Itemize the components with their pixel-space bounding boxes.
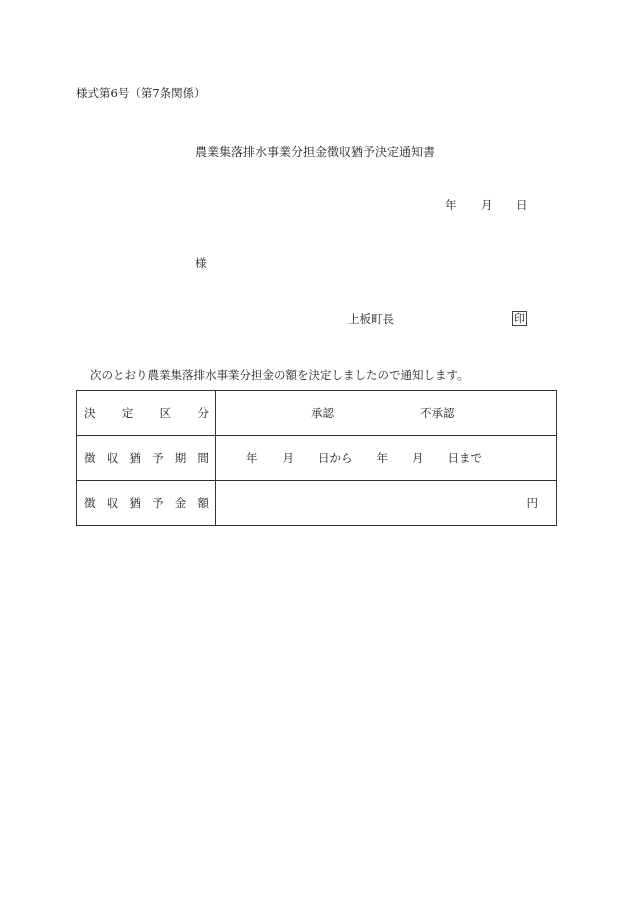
label-char: 定 bbox=[121, 406, 134, 420]
date-day-label: 日 bbox=[516, 198, 528, 212]
document-title: 農業集落排水事業分担金徴収猶予決定通知書 bbox=[195, 145, 436, 159]
seal-mark: 印 bbox=[514, 312, 525, 325]
label-char: 区 bbox=[159, 406, 172, 420]
date-year-label: 年 bbox=[445, 198, 457, 212]
table-row-decision bbox=[77, 391, 557, 436]
period-label-cell bbox=[77, 436, 216, 481]
label-char: 決 bbox=[84, 406, 96, 420]
date-month-label: 月 bbox=[481, 198, 493, 212]
label-char: 徴 bbox=[84, 451, 96, 465]
decision-label bbox=[77, 405, 215, 421]
amount-unit: 円 bbox=[526, 496, 538, 510]
label-char: 予 bbox=[152, 451, 164, 465]
period-label bbox=[77, 450, 215, 466]
decision-table bbox=[76, 390, 557, 526]
label-char: 期 bbox=[174, 451, 187, 465]
period-end-month: 月 bbox=[412, 451, 424, 465]
label-char: 額 bbox=[197, 496, 209, 510]
label-char: 収 bbox=[106, 496, 119, 510]
label-char: 徴 bbox=[84, 496, 96, 510]
table-row-period bbox=[77, 436, 557, 481]
period-start-day: 日から bbox=[318, 451, 353, 465]
decision-options-cell[interactable] bbox=[216, 391, 557, 436]
label-char: 予 bbox=[152, 496, 164, 510]
label-char: 猶 bbox=[129, 451, 141, 465]
label-char: 猶 bbox=[129, 496, 141, 510]
option-disapprove[interactable]: 不承認 bbox=[420, 406, 455, 420]
form-number: 様式第6号（第7条関係） bbox=[76, 86, 206, 100]
amount-value-cell[interactable] bbox=[216, 481, 557, 526]
addressee-honorific: 様 bbox=[195, 256, 207, 270]
period-start-year: 年 bbox=[246, 451, 258, 465]
label-char: 金 bbox=[174, 496, 187, 510]
amount-label-cell bbox=[77, 481, 216, 526]
period-end-day: 日まで bbox=[447, 451, 482, 465]
amount-label bbox=[77, 495, 215, 511]
intro-text: 次のとおり農業集落排水事業分担金の額を決定しましたので通知します。 bbox=[90, 368, 469, 382]
option-approve[interactable]: 承認 bbox=[311, 406, 334, 420]
label-char: 収 bbox=[106, 451, 119, 465]
table-row-amount bbox=[77, 481, 557, 526]
decision-label-cell bbox=[77, 391, 216, 436]
label-char: 分 bbox=[197, 406, 209, 420]
issuer-name: 上板町長 bbox=[348, 312, 394, 326]
period-end-year: 年 bbox=[376, 451, 388, 465]
label-char: 間 bbox=[197, 451, 209, 465]
period-value-cell[interactable] bbox=[216, 436, 557, 481]
period-start-month: 月 bbox=[282, 451, 294, 465]
